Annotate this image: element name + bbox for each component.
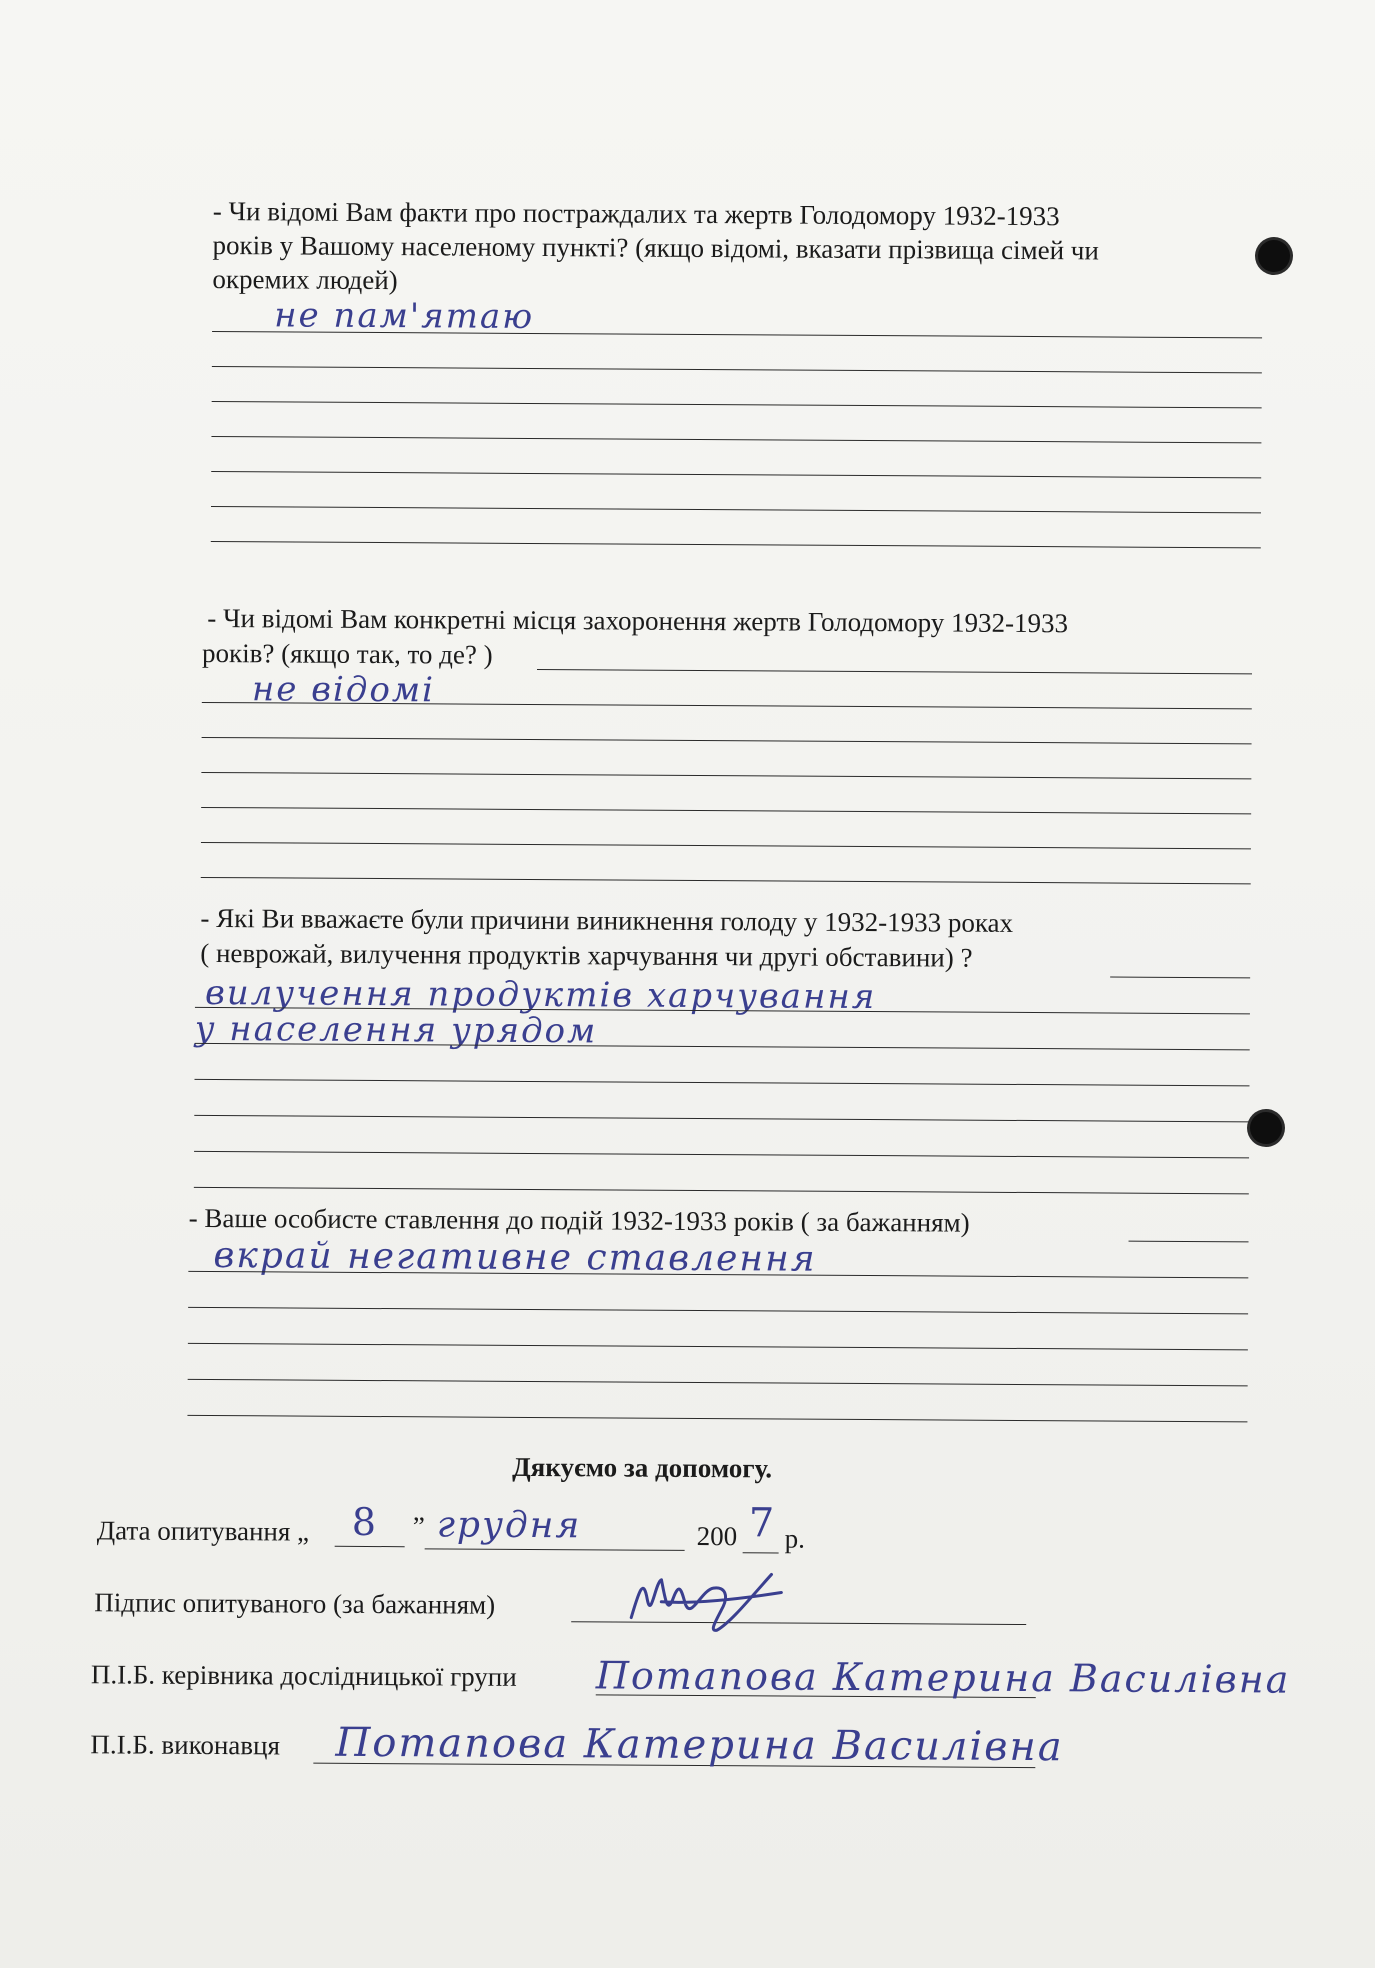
q1-handwritten-answer: не пам'ятаю: [274, 295, 535, 337]
answer-line: [201, 772, 1251, 779]
signature-label: Підпис опитуваного (за бажанням): [94, 1587, 496, 1620]
q1-question-line-1: - Чи відомі Вам факти про постраждалих та жертв Голодомору 1932-1933: [212, 196, 1060, 232]
answer-line: [211, 541, 1261, 548]
survey-date-year-suffix: р.: [784, 1523, 806, 1554]
survey-date-year-digit: 7: [748, 1500, 777, 1547]
answer-line: [211, 436, 1261, 443]
survey-date-year-prefix: 200: [696, 1520, 738, 1552]
answer-line: [212, 401, 1262, 408]
date-month-line: [425, 1548, 685, 1551]
q3-question-line-1: - Які Ви вважаєте були причини виникнення голоду у 1932-1933 роках: [200, 902, 1014, 938]
answer-line: [194, 1187, 1249, 1194]
q2-question-line-1: - Чи відомі Вам конкретні місця захоронення жертв Голодомору 1932-1933: [207, 602, 1069, 639]
answer-line: [188, 1379, 1248, 1386]
q2-question-line-2: років? (якщо так, то де? ): [202, 637, 493, 670]
punch-hole: [1250, 1112, 1282, 1144]
handwritten-signature: [621, 1560, 791, 1641]
answer-line: [188, 1343, 1248, 1350]
survey-date-day: 8: [351, 1499, 379, 1545]
answer-line: [1129, 1241, 1249, 1243]
answer-line: [211, 471, 1261, 478]
date-year-line: [743, 1552, 779, 1553]
q3-handwritten-answer-line-2: у населення урядом: [194, 1008, 598, 1052]
answer-line: [194, 1151, 1249, 1158]
q1-question-line-2: років у Вашому населеному пункті? (якщо відомі, вказати прізвища сімей чи: [212, 230, 1099, 266]
date-day-line: [335, 1546, 405, 1547]
answer-line: [202, 737, 1252, 744]
q1-question-line-3: окремих людей): [212, 264, 398, 296]
answer-line: [187, 1415, 1247, 1422]
thanks-heading: Дякуємо за допомогу.: [512, 1451, 773, 1484]
group-leader-handwritten-name: Потапова Катерина Василівна: [595, 1653, 1291, 1702]
answer-line: [194, 1115, 1249, 1122]
survey-date-label: Дата опитування „: [96, 1515, 310, 1547]
answer-line: [201, 807, 1251, 814]
answer-line: [201, 877, 1251, 884]
group-leader-label: П.І.Б. керівника дослідницької групи: [90, 1659, 517, 1692]
q4-handwritten-answer: вкрай негативне ставлення: [213, 1235, 817, 1280]
answer-line: [195, 1079, 1250, 1086]
survey-date-month: грудня: [436, 1504, 582, 1547]
punch-hole: [1258, 240, 1290, 272]
answer-line: [211, 506, 1261, 513]
answer-line: [537, 669, 1252, 674]
q3-handwritten-answer-line-1: вилучення продуктів харчування: [204, 972, 877, 1018]
performer-handwritten-name: Потапова Катерина Василівна: [335, 1719, 1064, 1771]
q4-question-line-1: - Ваше особисте ставлення до подій 1932-1933 років ( за бажанням): [188, 1202, 970, 1238]
answer-line: [201, 842, 1251, 849]
q3-question-line-2: ( неврожай, вилучення продуктів харчування чи другі обставини) ?: [200, 937, 973, 973]
answer-line: [188, 1307, 1248, 1314]
q2-handwritten-answer: не відомі: [251, 669, 436, 711]
answer-line: [1110, 977, 1250, 979]
performer-label: П.І.Б. виконавця: [90, 1729, 281, 1761]
survey-date-quote: ”: [412, 1511, 425, 1542]
answer-line: [212, 366, 1262, 373]
